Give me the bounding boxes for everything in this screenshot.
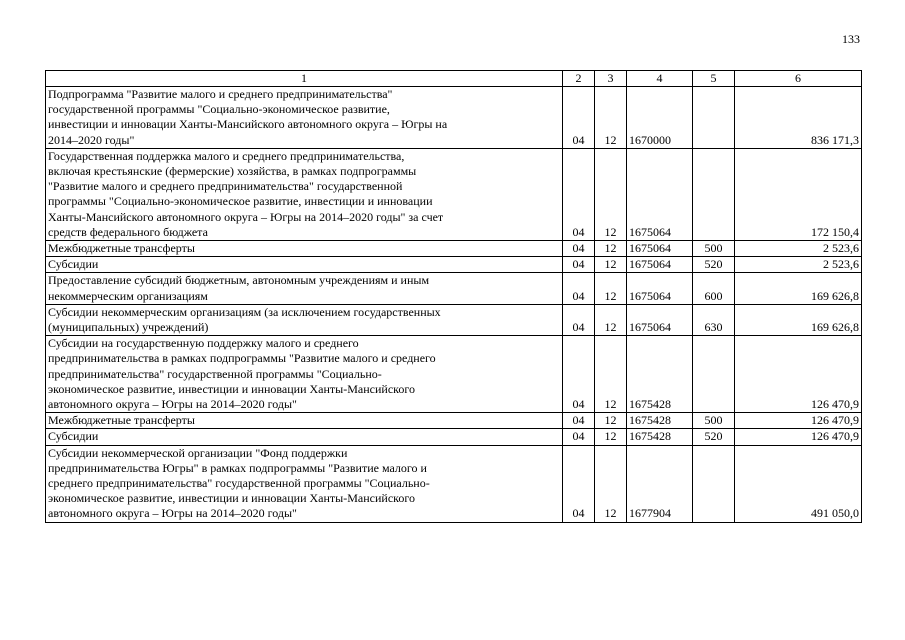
page-number: 133 (842, 32, 860, 46)
section-code: 04 (563, 445, 595, 522)
target-article-code: 1675064 (627, 257, 693, 273)
expense-type-code: 500 (693, 413, 735, 429)
table-row (46, 336, 862, 413)
expense-type-code: 520 (693, 429, 735, 445)
row-description (46, 413, 563, 429)
amount: 491 050,0 (735, 445, 862, 522)
amount: 169 626,8 (735, 273, 862, 304)
description-line: "Развитие малого и среднего предпринимательства" государственной (48, 179, 403, 194)
amount: 2 523,6 (735, 257, 862, 273)
header-col-6: 6 (735, 71, 862, 87)
row-description (46, 336, 563, 413)
subsection-code: 12 (595, 148, 627, 240)
target-article-code: 1675064 (627, 273, 693, 304)
description-line: включая крестьянские (фермерские) хозяйства, в рамках подпрограммы (48, 164, 417, 179)
description-line: автономного округа – Югры на 2014–2020 годы" (48, 397, 297, 412)
subsection-code: 12 (595, 304, 627, 335)
expense-type-code (693, 445, 735, 522)
section-code: 04 (563, 241, 595, 257)
table-row (46, 148, 862, 240)
expense-type-code: 600 (693, 273, 735, 304)
target-article-code: 1677904 (627, 445, 693, 522)
row-description (46, 87, 563, 149)
expense-type-code (693, 87, 735, 149)
target-article-code: 1675064 (627, 148, 693, 240)
section-code: 04 (563, 148, 595, 240)
description-line: некоммерческим организациям (48, 288, 208, 303)
table-row (46, 273, 862, 304)
row-description (46, 445, 563, 522)
description-line: предпринимательства" государственной программы "Социально- (48, 366, 382, 381)
description-line: предпринимательства в рамках подпрограммы "Развитие малого и среднего (48, 351, 436, 366)
description-line: Межбюджетные трансферты (48, 413, 195, 428)
row-description (46, 304, 563, 335)
description-line: предпринимательства Югры" в рамках подпрограммы "Развитие малого и (48, 460, 427, 475)
amount: 126 470,9 (735, 429, 862, 445)
row-description (46, 429, 563, 445)
description-line: (муниципальных) учреждений) (48, 320, 209, 335)
section-code: 04 (563, 87, 595, 149)
description-line: Межбюджетные трансферты (48, 241, 195, 256)
table-row (46, 257, 862, 273)
description-line: Ханты-Мансийского автономного округа – Югры на 2014–2020 годы" за счет (48, 209, 444, 224)
header-col-4: 4 (627, 71, 693, 87)
table-row (46, 241, 862, 257)
header-col-3: 3 (595, 71, 627, 87)
table-row (46, 304, 862, 335)
header-col-1: 1 (46, 71, 563, 87)
header-col-2: 2 (563, 71, 595, 87)
description-line: экономическое развитие, инвестиции и инновации Ханты-Мансийского (48, 381, 415, 396)
table-row (46, 445, 862, 522)
subsection-code: 12 (595, 87, 627, 149)
description-line: программы "Социально-экономическое развитие, инвестиции и инновации (48, 194, 433, 209)
subsection-code: 12 (595, 413, 627, 429)
description-line: Субсидии некоммерческой организации "Фонд поддержки (48, 445, 348, 460)
expense-type-code (693, 336, 735, 413)
table-row (46, 429, 862, 445)
subsection-code: 12 (595, 429, 627, 445)
target-article-code: 1675064 (627, 304, 693, 335)
subsection-code: 12 (595, 241, 627, 257)
description-line: автономного округа – Югры на 2014–2020 годы" (48, 506, 297, 521)
amount: 836 171,3 (735, 87, 862, 149)
header-col-5: 5 (693, 71, 735, 87)
target-article-code: 1670000 (627, 87, 693, 149)
description-line: Субсидии (48, 257, 99, 272)
section-code: 04 (563, 304, 595, 335)
expense-type-code (693, 148, 735, 240)
subsection-code: 12 (595, 336, 627, 413)
subsection-code: 12 (595, 445, 627, 522)
expense-type-code: 500 (693, 241, 735, 257)
description-line: экономическое развитие, инвестиции и инновации Ханты-Мансийского (48, 491, 415, 506)
row-description (46, 257, 563, 273)
header-row (46, 71, 862, 87)
subsection-code: 12 (595, 273, 627, 304)
target-article-code: 1675428 (627, 429, 693, 445)
section-code: 04 (563, 429, 595, 445)
description-line: среднего предпринимательства" государственной программы "Социально- (48, 476, 430, 491)
target-article-code: 1675064 (627, 241, 693, 257)
section-code: 04 (563, 413, 595, 429)
amount: 2 523,6 (735, 241, 862, 257)
amount: 126 470,9 (735, 413, 862, 429)
section-code: 04 (563, 257, 595, 273)
budget-table (45, 70, 862, 523)
description-line: Субсидии некоммерческим организациям (за исключением государственных (48, 304, 441, 319)
section-code: 04 (563, 273, 595, 304)
subsection-code: 12 (595, 257, 627, 273)
target-article-code: 1675428 (627, 336, 693, 413)
description-line: государственной программы "Социально-экономическое развитие, (48, 102, 390, 117)
amount: 172 150,4 (735, 148, 862, 240)
description-line: Субсидии (48, 429, 99, 444)
row-description (46, 241, 563, 257)
section-code: 04 (563, 336, 595, 413)
table-row (46, 87, 862, 149)
description-line: 2014–2020 годы" (48, 132, 135, 147)
expense-type-code: 520 (693, 257, 735, 273)
table-row (46, 413, 862, 429)
row-description (46, 148, 563, 240)
description-line: Предоставление субсидий бюджетным, автономным учреждениям и иным (48, 273, 430, 288)
description-line: инвестиции и инновации Ханты-Мансийского автономного округа – Югры на (48, 117, 448, 132)
expense-type-code: 630 (693, 304, 735, 335)
description-line: Государственная поддержка малого и среднего предпринимательства, (48, 148, 405, 163)
description-line: средств федерального бюджета (48, 224, 208, 239)
description-line: Субсидии на государственную поддержку малого и среднего (48, 336, 359, 351)
table-body (46, 87, 862, 523)
amount: 169 626,8 (735, 304, 862, 335)
row-description (46, 273, 563, 304)
description-line: Подпрограмма "Развитие малого и среднего предпринимательства" (48, 87, 393, 101)
amount: 126 470,9 (735, 336, 862, 413)
target-article-code: 1675428 (627, 413, 693, 429)
